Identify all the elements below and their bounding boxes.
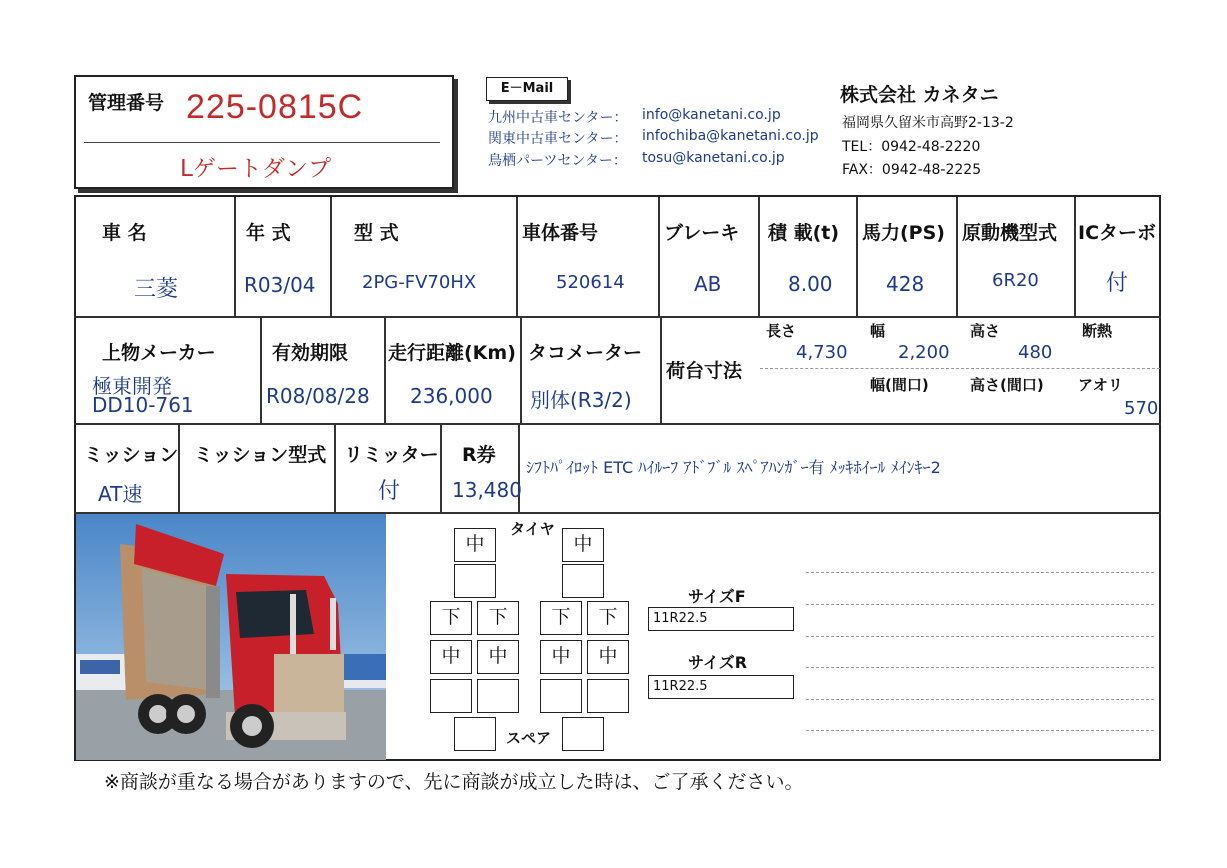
column-divider	[856, 197, 858, 316]
label-length: 長さ	[766, 322, 797, 340]
email-address[interactable]: info@kanetani.co.jp	[642, 107, 781, 123]
label-height-opening: 高さ(間口)	[970, 376, 1044, 394]
divider	[84, 142, 440, 143]
tire-front-left: 中	[454, 528, 496, 562]
footer-note: ※商談が重なる場合がありますので、先に商談が成立した時は、ご了承ください。	[104, 771, 804, 793]
column-divider	[1074, 197, 1076, 316]
label-load-capacity: 積 載(t)	[768, 222, 840, 244]
tire-rear-3: 下	[540, 601, 582, 635]
value-ic-turbo: 付	[1106, 271, 1129, 296]
label-transmission: ミッション	[84, 444, 179, 466]
company-address: 福岡県久留米市高野2-13-2	[842, 115, 1014, 131]
label-bed-dimensions: 荷台寸法	[666, 360, 743, 382]
value-model: 2PG-FV70HX	[362, 272, 477, 293]
value-width: 2,200	[898, 342, 950, 363]
tire-rear-8: 中	[587, 640, 629, 674]
email-label: E－Mail	[486, 77, 568, 101]
label-vehicle-name: 車 名	[102, 222, 147, 244]
tire-rear-empty	[477, 679, 519, 713]
row-divider	[74, 423, 1161, 425]
column-divider	[334, 424, 336, 512]
label-mileage: 走行距離(Km)	[388, 342, 516, 364]
label-engine-model: 原動機型式	[962, 222, 1058, 244]
value-load-capacity: 8.00	[788, 272, 833, 296]
label-expiry: 有効期限	[272, 342, 349, 364]
center-name: 鳥栖パーツセンター：	[488, 153, 627, 169]
column-divider	[330, 197, 332, 316]
note-line	[806, 604, 1154, 605]
tire-rear-1: 下	[430, 601, 472, 635]
tire-front-left-empty	[454, 564, 496, 598]
company-name: 株式会社 カネタニ	[840, 84, 999, 106]
value-vehicle-name: 三菱	[134, 277, 179, 302]
company-fax: FAX：0942-48-2225	[842, 162, 982, 178]
value-horsepower: 428	[886, 272, 925, 296]
column-divider	[440, 424, 442, 512]
email-row	[488, 150, 785, 170]
label-year: 年 式	[246, 222, 291, 244]
value-chassis-number: 520614	[556, 272, 625, 293]
tire-rear-empty	[540, 679, 582, 713]
company-tel: TEL：0942-48-2220	[842, 139, 981, 155]
management-number-label: 管理番号	[88, 92, 165, 114]
management-number: 225-0815C	[186, 88, 364, 126]
label-body-maker: 上物メーカー	[102, 342, 216, 364]
value-expiry: R08/08/28	[266, 384, 370, 408]
center-name: 九州中古車センター：	[488, 110, 628, 126]
tire-rear-4: 下	[587, 601, 629, 635]
label-width-opening: 幅(間口)	[870, 376, 929, 394]
value-r-ticket: 13,480	[452, 478, 522, 502]
tire-spare-left	[454, 717, 496, 751]
label-transmission-model: ミッション型式	[194, 444, 327, 466]
tire-spare-right	[562, 717, 604, 751]
label-chassis-number: 車体番号	[522, 222, 599, 244]
column-divider	[516, 197, 518, 316]
tire-rear-2: 下	[477, 601, 519, 635]
column-divider	[260, 317, 262, 423]
label-brake: ブレーキ	[664, 222, 740, 244]
tire-rear-7: 中	[540, 640, 582, 674]
column-divider	[178, 424, 180, 512]
spare-label: スペア	[506, 729, 552, 747]
note-line	[806, 730, 1154, 731]
truck-photo	[76, 514, 386, 760]
label-limiter: リミッター	[344, 444, 439, 466]
column-divider	[384, 317, 386, 423]
tire-front-right-empty	[562, 564, 604, 598]
tire-title: タイヤ	[510, 520, 555, 538]
email-row	[488, 128, 819, 148]
center-name: 関東中古車センター：	[488, 131, 628, 147]
size-rear-label: サイズR	[688, 653, 748, 672]
note-line	[806, 636, 1154, 637]
value-engine-model: 6R20	[992, 270, 1039, 291]
column-divider	[956, 197, 958, 316]
row-divider	[74, 316, 1161, 318]
note-line	[806, 699, 1154, 700]
email-address[interactable]: infochiba@kanetani.co.jp	[642, 128, 819, 144]
label-ic-turbo: ICターボ	[1078, 222, 1157, 244]
note-line	[806, 667, 1154, 668]
label-r-ticket: R券	[462, 444, 496, 466]
size-front-label: サイズF	[688, 587, 746, 606]
column-divider	[658, 197, 660, 316]
value-limiter: 付	[378, 479, 401, 504]
value-aori: 570	[1124, 398, 1159, 419]
tire-rear-empty	[430, 679, 472, 713]
value-mileage: 236,000	[410, 384, 493, 408]
equipment-list: ｼﾌﾄﾊﾟｲﾛｯﾄ ETC ﾊｲﾙｰﾌ ｱﾄﾞﾌﾞﾙ ｽﾍﾟｱﾊﾝｶﾞｰ有 ﾒｯｷﾎｲｰﾙ ﾒｲﾝｷｰ2	[526, 458, 941, 477]
tire-rear-empty	[587, 679, 629, 713]
tire-front-right: 中	[562, 528, 604, 562]
value-transmission: AT速	[98, 482, 143, 506]
value-year: R03/04	[244, 273, 316, 297]
value-body-model: DD10-761	[92, 393, 194, 417]
tire-rear-6: 中	[477, 640, 519, 674]
column-divider	[660, 317, 662, 423]
tire-rear-5: 中	[430, 640, 472, 674]
body-type: Lゲートダンプ	[180, 156, 332, 182]
value-brake: AB	[694, 272, 722, 296]
email-row	[488, 107, 781, 127]
label-aori: アオリ	[1078, 376, 1123, 394]
note-line	[806, 572, 1154, 573]
value-length: 4,730	[796, 342, 848, 363]
email-address[interactable]: tosu@kanetani.co.jp	[642, 150, 785, 166]
value-body-maker: 極東開発	[92, 374, 172, 398]
label-horsepower: 馬力(PS)	[862, 222, 945, 244]
label-width: 幅	[870, 322, 886, 340]
column-divider	[758, 197, 760, 316]
size-rear-value: 11R22.5	[648, 675, 794, 699]
label-tachometer: タコメーター	[528, 342, 643, 364]
size-front-value: 11R22.5	[648, 607, 794, 631]
dashed-divider	[760, 368, 1160, 369]
value-height: 480	[1018, 342, 1053, 363]
column-divider	[234, 197, 236, 316]
column-divider	[520, 317, 522, 423]
value-tachometer: 別体(R3/2)	[530, 388, 632, 412]
label-model: 型 式	[354, 222, 399, 244]
label-height: 高さ	[970, 322, 1001, 340]
label-insulation: 断熱	[1082, 322, 1113, 340]
